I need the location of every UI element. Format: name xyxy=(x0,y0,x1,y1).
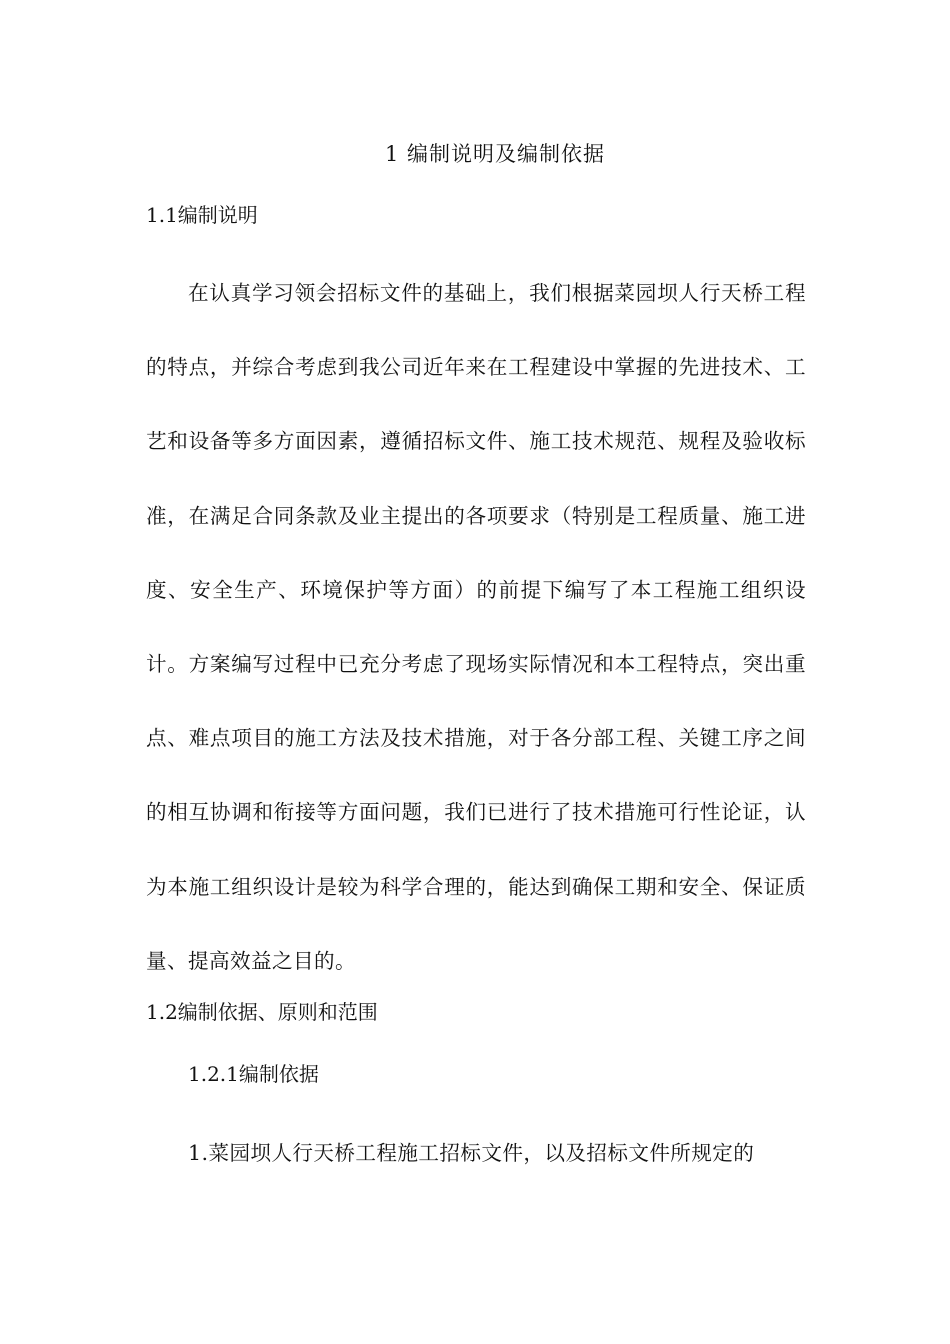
chapter-title: 1 编制说明及编制依据 xyxy=(384,142,606,166)
basis-list-item-1: 1.菜园坝人行天桥工程施工招标文件，以及招标文件所规定的 xyxy=(188,1141,755,1165)
section-1-1-heading: 1.1编制说明 xyxy=(146,203,258,227)
section-1-2-heading: 1.2编制依据、原则和范围 xyxy=(146,1000,378,1024)
section-1-1-paragraph: 在认真学习领会招标文件的基础上，我们根据菜园坝人行天桥工程的特点，并综合考虑到我公司近年来在工程建设中掌握的先进技术、工艺和设备等多方面因素，遵循招标文件、施工技术规范、规程及验收标准，在满足合同条款及业主提出的各项要求（特别是工程质量、施工进度、安全生产、环境保护等方面）的前提下编写了本工程施工组织设计。方案编写过程中已充分考虑了现场实际情况和本工程特点，突出重点、难点项目的施工方法及技术措施，对于各分部工程、关键工序之间的相互协调和衔接等方面问题，我们已进行了技术措施可行性论证，认为本施工组织设计是较为科学合理的，能达到确保工期和安全、保证质量、提高效益之目的。 xyxy=(146,281,806,973)
subsection-1-2-1-heading: 1.2.1编制依据 xyxy=(188,1062,319,1086)
